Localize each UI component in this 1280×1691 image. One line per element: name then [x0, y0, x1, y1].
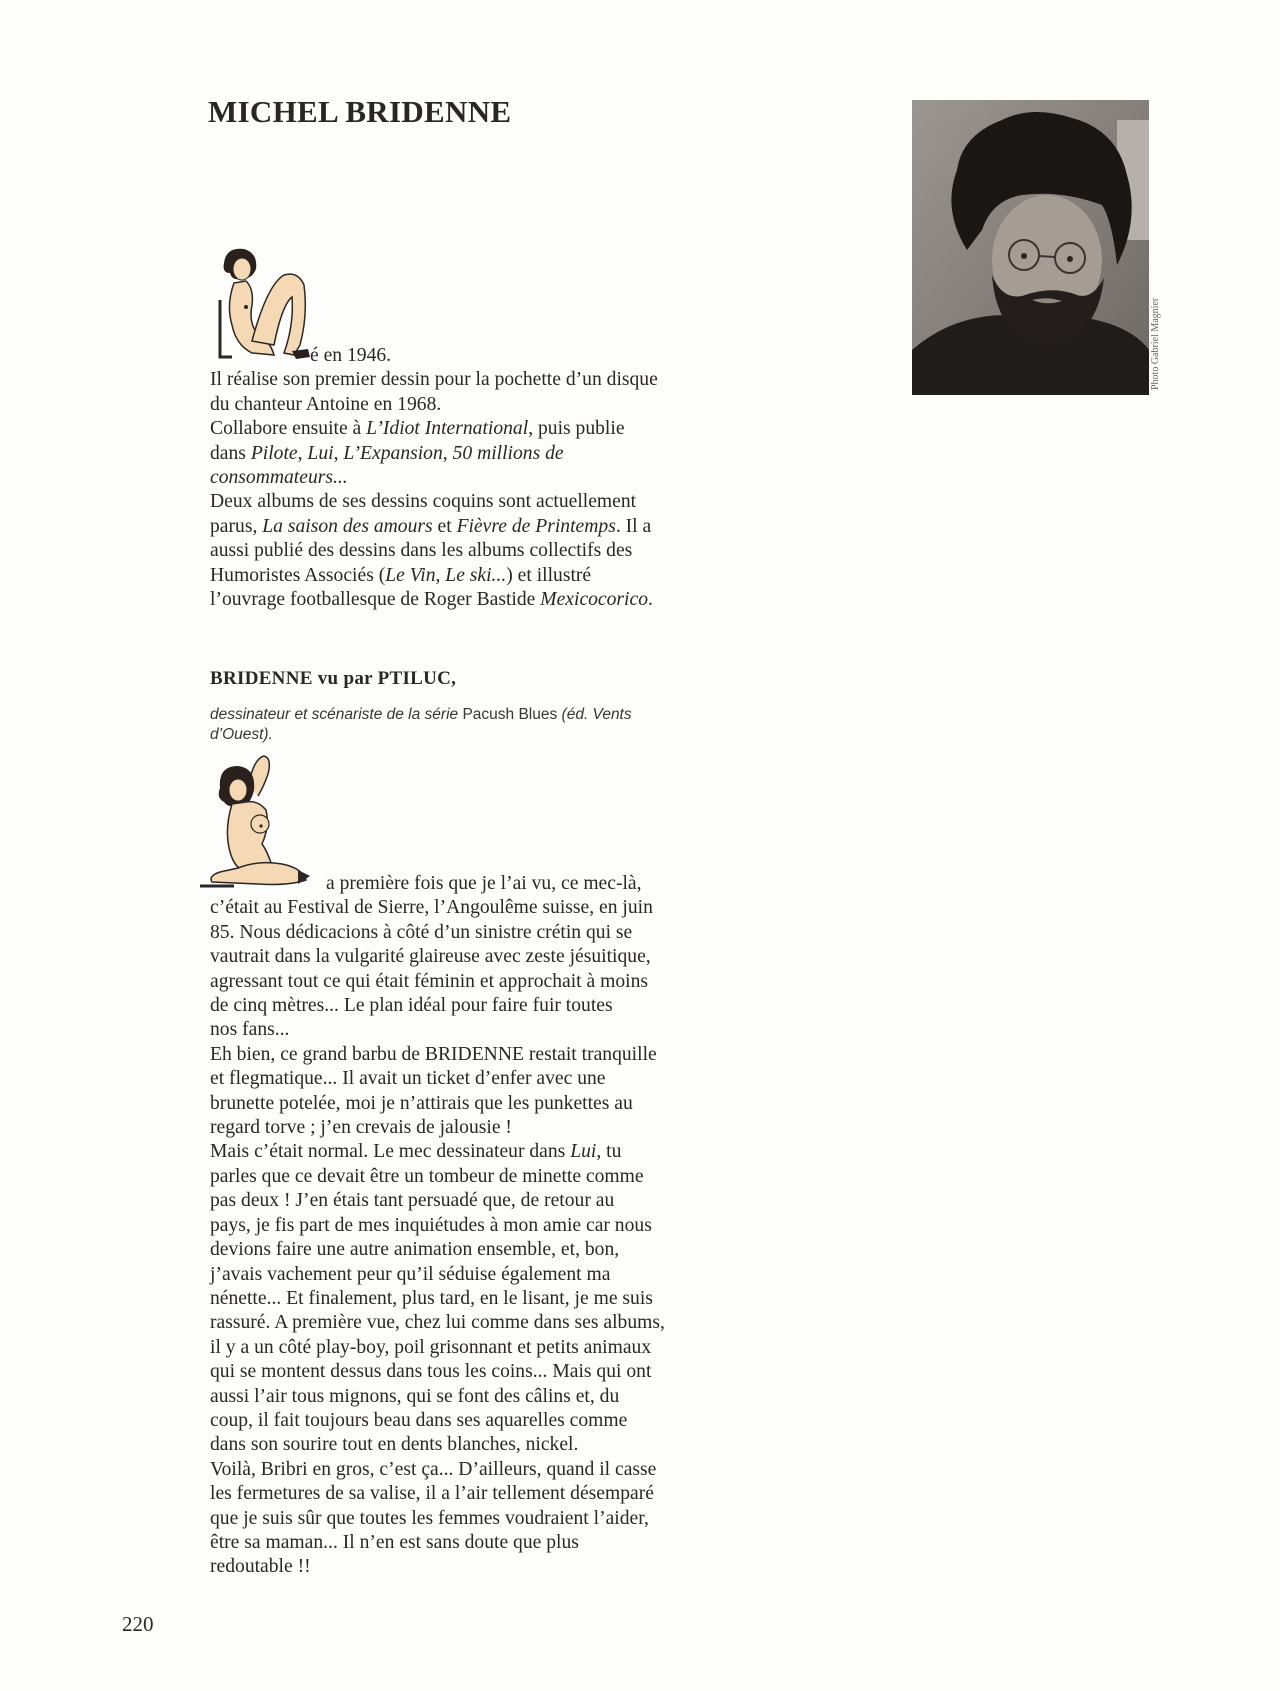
photo-credit: Photo Gabriel Magnier [1150, 297, 1161, 390]
essay-line: nos fans... [210, 1019, 290, 1041]
essay-line: parles que ce devait être un tombeur de minette comme [210, 1165, 644, 1187]
bio-paragraph [210, 344, 810, 612]
page-title: MICHEL BRIDENNE [208, 94, 512, 129]
caption-text: dessinateur et scénariste de la série [210, 706, 463, 723]
essay-line: regard torve ; j’en crevais de jalousie ! [210, 1117, 512, 1139]
essay-line: Eh bien, ce grand barbu de BRIDENNE restait tranquille [210, 1043, 657, 1065]
essay-line: devions faire une autre animation ensemble, et, bon, [210, 1239, 620, 1261]
caption-text: (éd. Vents [557, 706, 632, 723]
bio-line: consommateurs... [210, 467, 348, 489]
essay-line: 85. Nous dédicacions à côté d’un sinistre crétin qui se [210, 921, 633, 943]
bio-line: Il réalise son premier dessin pour la pochette d’un disque [210, 369, 658, 391]
bio-line: dans Pilote, Lui, L’Expansion, 50 millions de [210, 442, 564, 464]
bio-line: aussi publié des dessins dans les albums collectifs des [210, 540, 633, 562]
bio-line: l’ouvrage footballesque de Roger Bastide Mexicocorico. [210, 589, 653, 611]
bio-line: Humoristes Associés (Le Vin, Le ski...) et illustré [210, 564, 592, 586]
essay-line: de cinq mètres... Le plan idéal pour faire fuir toutes [210, 995, 613, 1017]
essay-first-line: a première fois que je l’ai vu, ce mec-là, [326, 873, 642, 894]
essay-line: redoutable !! [210, 1556, 311, 1578]
essay-line: pays, je fis part de mes inquiétudes à mon amie car nous [210, 1214, 652, 1236]
essay-line: j’avais vachement peur qu’il séduise également ma [210, 1263, 611, 1285]
essay-line: être sa maman... Il n’en est sans doute que plus [210, 1531, 579, 1553]
bio-line: parus, La saison des amours et Fièvre de Printemps. Il a [210, 515, 652, 537]
bio-line: Collabore ensuite à L’Idiot International, puis publie [210, 418, 625, 440]
essay-line: aussi l’air tous mignons, qui se font des câlins et, du [210, 1385, 620, 1407]
essay-line: nénette... Et finalement, plus tard, en le lisant, je me suis [210, 1287, 653, 1309]
essay-line: c’était au Festival de Sierre, l’Angoulême suisse, en juin [210, 897, 653, 919]
page-number: 220 [122, 1612, 154, 1636]
essay-line: et flegmatique... Il avait un ticket d’enfer avec une [210, 1068, 606, 1090]
essay-line: dans son sourire tout en dents blanches, nickel. [210, 1434, 579, 1456]
essay-line: brunette potelée, moi je n’attirais que les punkettes au [210, 1092, 633, 1114]
essay-line: Mais c’était normal. Le mec dessinateur dans Lui, tu [210, 1141, 622, 1163]
bio-line: du chanteur Antoine en 1968. [210, 393, 442, 415]
essay-line: qui se montent dessus dans tous les coins... Mais qui ont [210, 1361, 652, 1383]
caption-series: Pacush Blues [462, 706, 558, 723]
section-heading: BRIDENNE vu par PTILUC, [210, 668, 457, 689]
essay-line: rassuré. A première vue, chez lui comme dans ses albums, [210, 1312, 665, 1334]
bio-first-line: é en 1946. [310, 345, 392, 366]
essay-line: agressant tout ce qui était féminin et approchait à moins [210, 970, 648, 992]
bio-line: Deux albums de ses dessins coquins sont actuellement [210, 491, 637, 513]
author-portrait-photo [912, 100, 1149, 395]
essay-line: les fermetures de sa valise, il a l’air tellement désemparé [210, 1483, 654, 1505]
essay-line: il y a un côté play-boy, poil grisonnant et petits animaux [210, 1336, 652, 1358]
essay-line: vautrait dans la vulgarité glaireuse avec zeste jésuitique, [210, 946, 651, 968]
essay-line: Voilà, Bribri en gros, c’est ça... D’ailleurs, quand il casse [210, 1458, 657, 1480]
essay-paragraph [210, 872, 810, 1580]
caption-text: d’Ouest). [210, 726, 273, 743]
pinup-dropcap-l-illustration [198, 752, 310, 892]
essay-line: pas deux ! J’en étais tant persuadé que, de retour au [210, 1190, 615, 1212]
section-caption [210, 705, 770, 745]
essay-line: coup, il fait toujours beau dans ses aquarelles comme [210, 1409, 628, 1431]
essay-line: que je suis sûr que toutes les femmes voudraient l’aider, [210, 1507, 649, 1529]
